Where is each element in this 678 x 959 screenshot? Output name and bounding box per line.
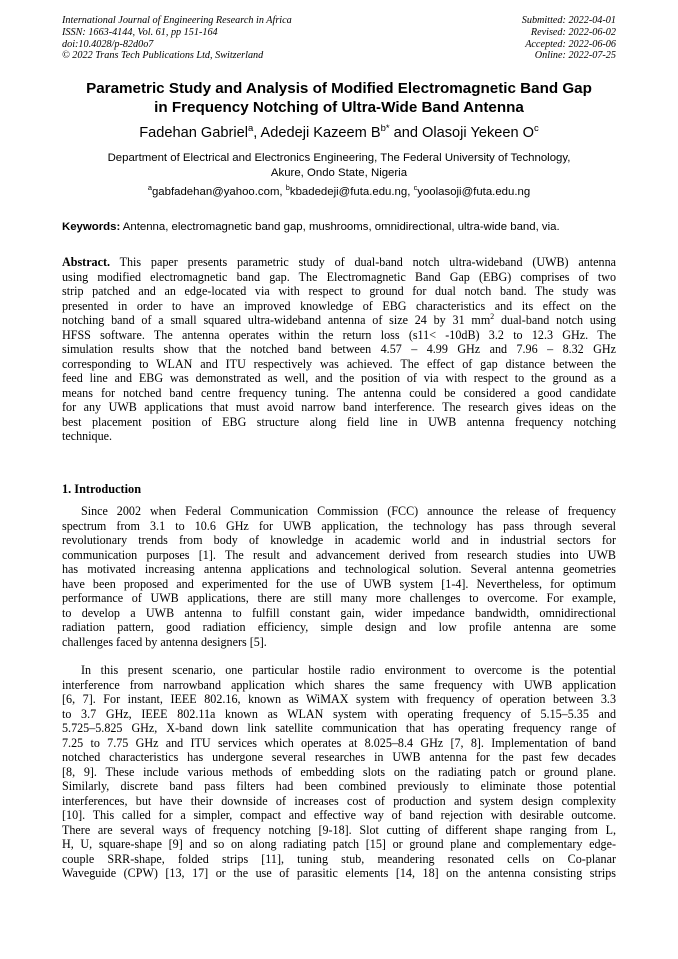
publication-dates	[522, 15, 616, 62]
abstract-line: HFSS software. The antenna operates within the return loss (s11< -10dB) 3.2 to 12.3 GHz. The	[62, 327, 616, 342]
author-2-mark: b*	[380, 123, 390, 135]
date-accepted: Accepted: 2022-06-06	[525, 38, 616, 50]
affiliation	[70, 151, 608, 180]
section-heading: 1. Introduction	[62, 482, 142, 496]
paragraph-line: revolutionary trends from body of knowledge in academic world and in industrial sectors for	[62, 533, 616, 547]
paragraph-line: Waveguide (CPW) [13, 17] or the use of parasitic elements [14, 18] on the antenna consisting strips	[62, 866, 616, 880]
paragraph-line: have been proposed and experimented for the use of UWB system [1-4]. Nevertheless, for optimum	[62, 576, 616, 591]
email-1-mark: a	[147, 183, 152, 193]
paper-title	[40, 80, 638, 117]
paragraph-line: has motivated increasing antenna applications and technological solution. Several antenna geometries	[62, 562, 616, 576]
abstract-line: simulation results show that the notched band between 4.57 – 4.99 GHz and 7.96 – 8.32 GHz	[62, 342, 616, 356]
abstract-line: using modified electromagnetic band gap. The Electromagnetic Band Gap (EBG) comprises of two	[62, 269, 616, 284]
paragraph-line: to 3.7 GHz, IEEE 802.11a known as WLAN system with operating frequency of 5.15–5.35 and	[62, 706, 616, 721]
email-1[interactable]: gabfadehan@yahoo.com,	[151, 186, 286, 198]
abstract-line: presented in order to have an improved knowledge of EBG characteristics and its effect on the	[62, 298, 616, 313]
paragraph-line: to develop a UWB antenna to fulfill constant gain, wider impedance bandwidth, omnidirectional	[62, 605, 616, 620]
paragraph-line: interference from narrowband application which shares the same frequency with UWB application	[62, 677, 616, 692]
journal-doi[interactable]: doi:10.4028/p-82d0o7	[62, 38, 154, 50]
affiliation-line-2: Akure, Ondo State, Nigeria	[270, 166, 408, 179]
paragraph-line: In this present scenario, one particular hostile radio environment to overcome is the potential	[81, 663, 616, 677]
email-list	[40, 185, 638, 199]
paragraph-line: [10]. This called for a simpler, compact and effective way of band rejection with desirable outcome.	[62, 808, 616, 822]
paragraph-2	[62, 663, 616, 881]
author-separator: and	[389, 125, 423, 141]
date-online: Online: 2022-07-25	[534, 50, 616, 62]
author-1-mark: a	[247, 123, 254, 135]
paragraph-line: interferences, but have their downside of increases cost of production and system design complexity	[62, 793, 616, 808]
paragraph-line: Similarly, discrete band pass filters had been combined previously to eliminate those potential	[62, 779, 616, 793]
journal-name: International Journal of Engineering Research in Africa	[62, 15, 292, 26]
paragraph-line: spectrum from 3.1 to 10.6 GHz for UWB application, the technology has pass through several	[62, 518, 616, 533]
author-3-mark: c	[534, 123, 539, 135]
paragraph-1	[62, 504, 616, 649]
paragraph-line: couple SRR-shape, folded strips [11], tuning stub, meandering resonated cells on Co-planar	[62, 851, 616, 866]
keywords-text: Antenna, electromagnetic band gap, mushrooms, omnidirectional, ultra-wide band, via.	[120, 221, 560, 233]
abstract-line: for any UWB applications that must avoid narrow band interference. The research gives ideas on the	[62, 400, 616, 414]
title-line-1: Parametric Study and Analysis of Modified Electromagnetic Band Gap	[86, 80, 592, 97]
paragraph-line: 5.725–5.825 GHz, X-band down link satellite communication that has operating frequency range of	[62, 721, 616, 735]
abstract-line: notching band of a small squared ultra-wideband antenna of size 24 by 31 $mm^2$ dual-band notch using	[62, 311, 616, 327]
abstract-line: Abstract. This paper presents parametric study of dual-band notch ultra-wideband (UWB) antenna	[62, 255, 616, 269]
title-line-2: in Frequency Notching of Ultra-Wide Band Antenna	[154, 98, 524, 116]
abstract	[62, 255, 616, 444]
journal-copyright: © 2022 Trans Tech Publications Ltd, Switzerland	[62, 50, 264, 62]
email-2-mark: b	[285, 183, 290, 193]
paragraph-line: performance of UWB applications, there are still many more challenges to overcome. For example,	[62, 591, 616, 605]
paragraph-line: There are several ways of frequency notching [9-18]. Slot cutting of different shape ranging from L,	[62, 822, 616, 837]
paragraph-line: radiation pattern, good radiation efficiency, simple design and low profile antenna are some	[62, 620, 616, 634]
abstract-line: strip patched and an edge-located via with respect to ground for dual notch band. The study was	[62, 284, 616, 298]
abstract-label: Abstract.	[62, 255, 111, 269]
email-3[interactable]: yoolasoji@futa.edu.ng	[417, 186, 531, 198]
keywords	[62, 220, 616, 234]
paragraph-line: [6, 7]. For instant, IEEE 802.16, known as WiMAX system with frequency of operation between 3.3	[62, 692, 616, 706]
abstract-line: feed line and EBG was demonstrated as well, and the position of via with respect to the ground as a	[62, 371, 616, 385]
author-1: Fadehan Gabriel	[139, 125, 248, 141]
paragraph-line: 7.25 to 7.75 GHz and ITU services which operates at 8.025–8.4 GHz [7, 8]. Implementation of band	[62, 735, 616, 750]
email-2[interactable]: kbadedeji@futa.edu.ng,	[289, 186, 414, 198]
affiliation-line-1: Department of Electrical and Electronics Engineering, The Federal University of Technology,	[107, 152, 571, 164]
author-3: Olasoji Yekeen O	[422, 125, 535, 141]
paragraph-line: [8, 9]. These include various methods of embedding slots on the radiating patch or ground plane.	[62, 764, 616, 779]
abstract-line: means for notched band centre frequency tuning. The antenna could be considered a good candidate	[62, 385, 616, 400]
journal-issn: ISSN: 1663-4144, Vol. 61, pp 151-164	[62, 26, 218, 38]
journal-info	[62, 15, 292, 62]
author-2: Adedeji Kazeem B	[260, 125, 381, 141]
keywords-label: Keywords:	[62, 221, 121, 233]
paragraph-line: communication purposes [1]. The result and advancement derived from research studies into UWB	[62, 547, 616, 562]
date-revised: Revised: 2022-06-02	[530, 26, 616, 38]
abstract-line: corresponding to WLAN and ITU respectively was achieved. The effect of gap distance between the	[62, 356, 616, 371]
paragraph-line: challenges faced by antenna designers [5].	[62, 634, 267, 649]
paragraph-line: H, U, square-shape [9] and so on along radiating patch [15] or ground plane and complementary edge-	[62, 837, 616, 851]
author-separator: ,	[253, 125, 261, 141]
unit-superscript: 2	[490, 311, 495, 321]
email-3-mark: c	[413, 183, 418, 193]
abstract-line: best placement position of EBG structure along field line in UWB antenna frequency notching	[62, 414, 616, 429]
paragraph-line: Since 2002 when Federal Communication Commission (FCC) announce the release of frequency	[81, 504, 616, 518]
author-list	[40, 124, 638, 142]
date-submitted: Submitted: 2022-04-01	[521, 15, 616, 26]
paragraph-line: notched characteristics has undergone several researches in UWB antenna for the past few decades	[62, 750, 616, 764]
abstract-line: technique.	[62, 429, 113, 443]
